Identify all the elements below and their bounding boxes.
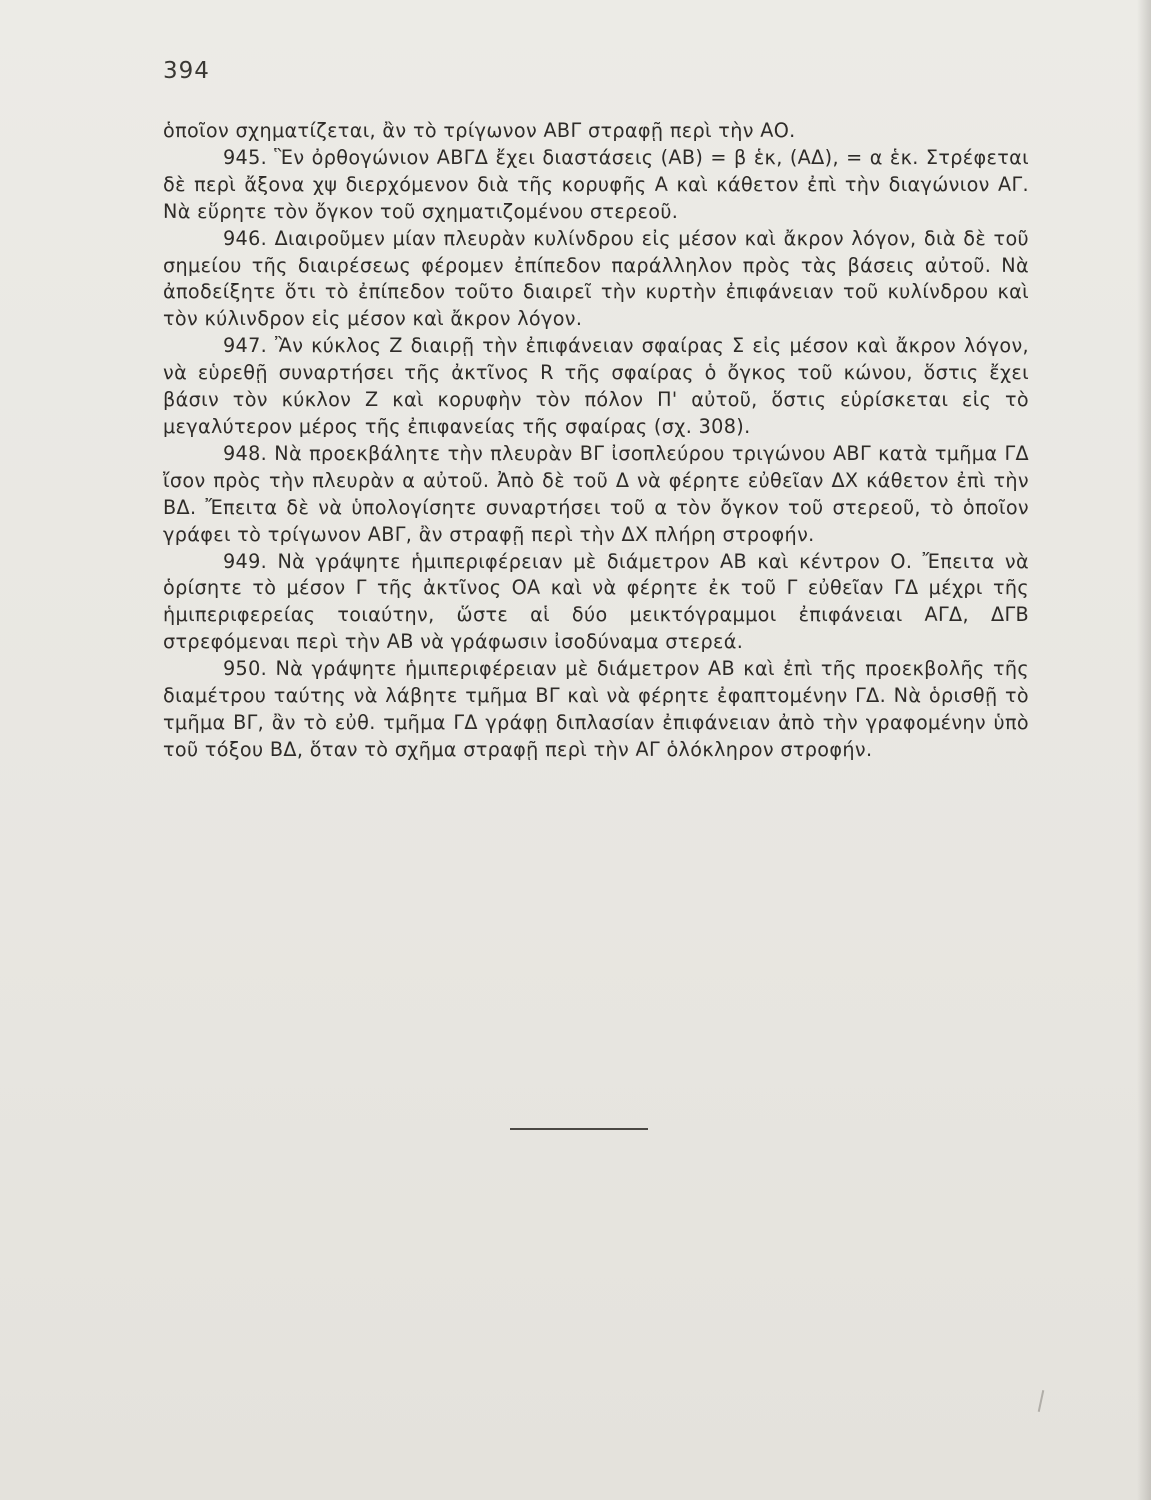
section-end-rule bbox=[510, 1128, 648, 1130]
margin-pencil-mark bbox=[1038, 1390, 1045, 1412]
paragraph-continuation: ὁποῖον σχηματίζεται, ἂν τὸ τρίγωνον ΑΒΓ στραφῇ περὶ τὴν ΑΟ. bbox=[163, 119, 796, 142]
binding-shadow bbox=[1137, 0, 1151, 1500]
exercise-text-block bbox=[163, 118, 1029, 764]
exercise-947: 947. Ἂν κύκλος Ζ διαιρῇ τὴν ἐπιφάνειαν σφαίρας Σ εἰς μέσον καὶ ἄκρον λόγον, νὰ εὑρεθῇ συναρτήσει τῆς ἀκτῖνος R τῆς σφαίρας ὁ ὄγκος τοῦ κώνου, ὅστις ἔχει βάσιν τὸν κύκλον Ζ καὶ κορυφὴν τὸν πόλον Π' αὐτοῦ, ὅστις εὑρίσκεται εἰς τὸ μεγαλύτερον μέρος τῆς ἐπιφανείας τῆς σφαίρας (σχ. 308). bbox=[163, 334, 1029, 438]
exercise-946: 946. Διαιροῦμεν μίαν πλευρὰν κυλίνδρου εἰς μέσον καὶ ἄκρον λόγον, διὰ δὲ τοῦ σημείου τῆς διαιρέσεως φέρομεν ἐπίπεδον παράλληλον πρὸς τὰς βάσεις αὐτοῦ. Νὰ ἀποδείξητε ὅτι τὸ ἐπίπεδον τοῦτο διαιρεῖ τὴν κυρτὴν ἐπιφάνειαν τοῦ κυλίνδρου καὶ τὸν κύλινδρον εἰς μέσον καὶ ἄκρον λόγον. bbox=[163, 226, 1029, 331]
exercise-945: 945. Ἓν ὀρθογώνιον ΑΒΓΔ ἔχει διαστάσεις (ΑΒ) = β ἑκ, (ΑΔ), = α ἑκ. Στρέφεται δὲ περὶ ἄξονα χψ διερχόμενον διὰ τῆς κορυφῆς Α καὶ κάθετον ἐπὶ τὴν διαγώνιον ΑΓ. Νὰ εὕρητε τὸν ὄγκον τοῦ σχηματιζομένου στερεοῦ. bbox=[163, 145, 1029, 223]
page-number: 394 bbox=[163, 58, 210, 84]
exercise-950: 950. Νὰ γράψητε ἡμιπεριφέρειαν μὲ διάμετρον ΑΒ καὶ ἐπὶ τῆς προεκβολῆς τῆς διαμέτρου ταύτης νὰ λάβητε τμῆμα ΒΓ καὶ νὰ φέρητε ἐφαπτομένην ΓΔ. Νὰ ὁρισθῇ τὸ τμῆμα ΒΓ, ἂν τὸ εὐθ. τμῆμα ΓΔ γράφῃ διπλασίαν ἐπιφάνειαν ἀπὸ τὴν γραφομένην ὑπὸ τοῦ τόξου ΒΔ, ὅταν τὸ σχῆμα στραφῇ περὶ τὴν ΑΓ ὁλόκληρον στροφήν. bbox=[163, 657, 1029, 761]
exercise-949: 949. Νὰ γράψητε ἡμιπεριφέρειαν μὲ διάμετρον ΑΒ καὶ κέντρον Ο. Ἔπειτα νὰ ὁρίσητε τὸ μέσον Γ τῆς ἀκτῖνος ΟΑ καὶ νὰ φέρητε ἐκ τοῦ Γ εὐθεῖαν ΓΔ μέχρι τῆς ἡμιπεριφερείας τοιαύτην, ὥστε αἱ δύο μεικτόγραμμοι ἐπιφάνειαι ΑΓΔ, ΔΓΒ στρεφόμεναι περὶ τὴν ΑΒ νὰ γράφωσιν ἰσοδύναμα στερεά. bbox=[163, 549, 1029, 654]
exercise-948: 948. Νὰ προεκβάλητε τὴν πλευρὰν ΒΓ ἰσοπλεύρου τριγώνου ΑΒΓ κατὰ τμῆμα ΓΔ ἴσον πρὸς τὴν πλευρὰν α αὐτοῦ. Ἀπὸ δὲ τοῦ Δ νὰ φέρητε εὐθεῖαν ΔΧ κάθετον ἐπὶ τὴν ΒΔ. Ἔπειτα δὲ νὰ ὑπολογίσητε συναρτήσει τοῦ α τὸν ὄγκον τοῦ στερεοῦ, τὸ ὁποῖον γράφει τὸ τρίγωνον ΑΒΓ, ἂν στραφῇ περὶ τὴν ΔΧ πλήρη στροφήν. bbox=[163, 441, 1029, 546]
